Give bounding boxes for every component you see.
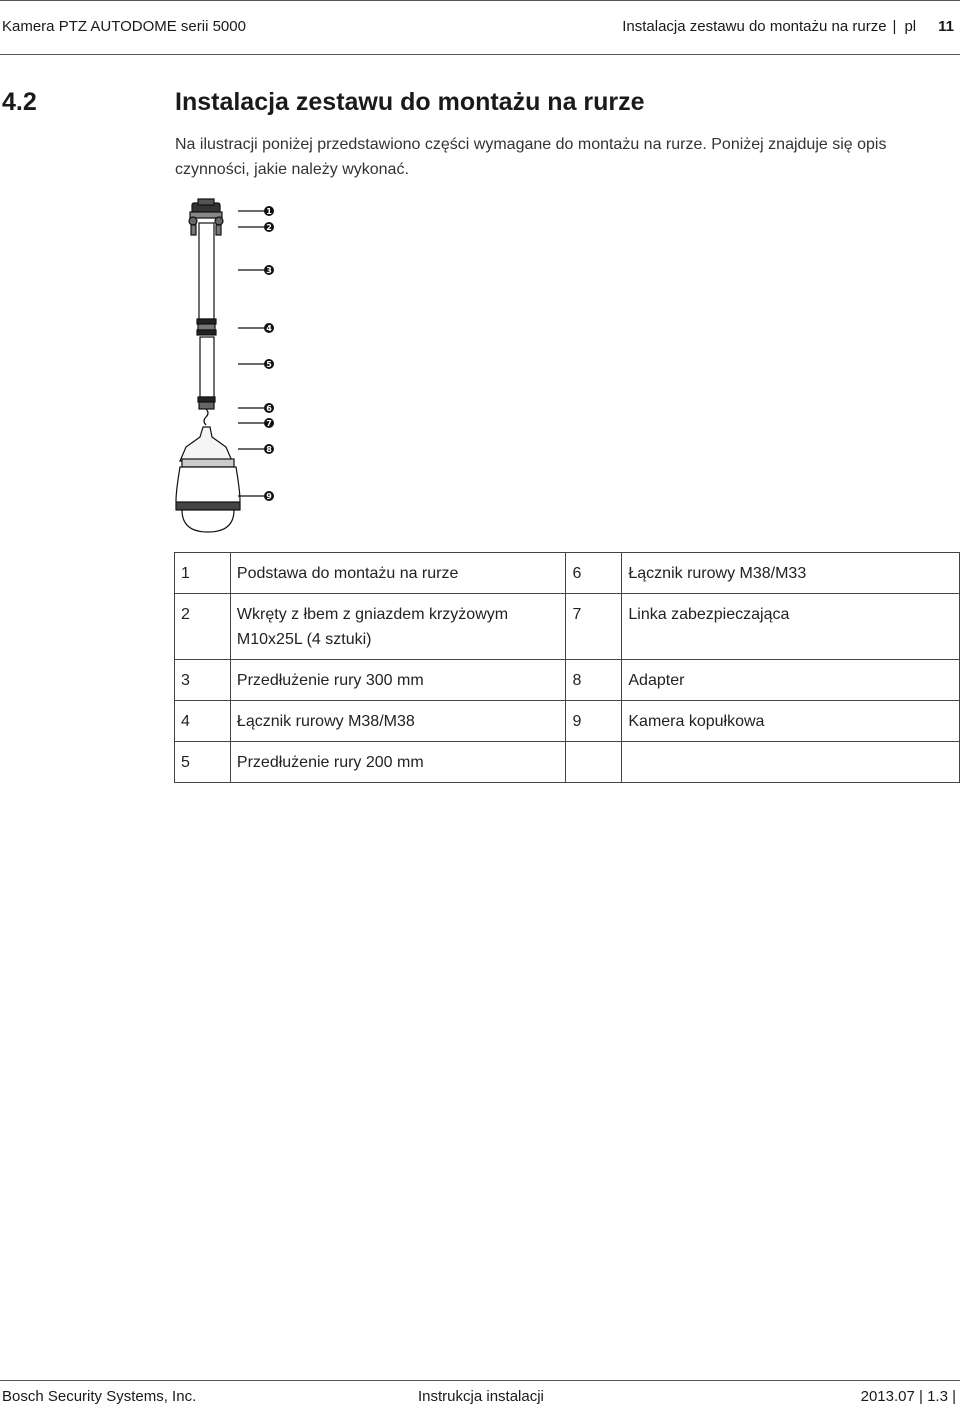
table-row [175, 701, 960, 742]
part-number: 7 [566, 594, 622, 660]
header-section-name: Instalacja zestawu do montażu na rurze [622, 18, 887, 35]
footer-rule [0, 1380, 960, 1381]
callout-label-4: 4 [266, 324, 272, 333]
section-number: 4.2 [2, 88, 37, 116]
callout-label-3: 3 [266, 266, 272, 275]
part-description: Przedłużenie rury 200 mm [230, 742, 566, 783]
callout-label-2: 2 [266, 223, 272, 232]
callout-lines [238, 211, 266, 496]
callout-label-9: 9 [266, 492, 272, 501]
table-row [175, 553, 960, 594]
intro-paragraph: Na ilustracji poniżej przedstawiono części wymagane do montażu na rurze. Poniżej znajduje się opis czynności, jakie należy wykonać. [175, 136, 887, 178]
part-description: Przedłużenie rury 300 mm [230, 660, 566, 701]
callout-label-7: 7 [266, 419, 272, 428]
part-number: 2 [175, 594, 231, 660]
part-number: 9 [566, 701, 622, 742]
part-description: Adapter [622, 660, 960, 701]
part-number: 8 [566, 660, 622, 701]
header-right [622, 18, 954, 35]
callout-label-1: 1 [266, 207, 272, 216]
part-description: Kamera kopułkowa [622, 701, 960, 742]
pipe-mount-diagram [160, 195, 300, 540]
part-number: 5 [175, 742, 231, 783]
part-number [566, 742, 622, 783]
table-row [175, 742, 960, 783]
header-separator: | [892, 18, 897, 35]
callout-label-8: 8 [266, 445, 272, 454]
header-top-rule [0, 0, 960, 1]
part-description: Podstawa do montażu na rurze [230, 553, 566, 594]
table-row [175, 660, 960, 701]
part-description: Łącznik rurowy M38/M38 [230, 701, 566, 742]
footer-version: 2013.07 | 1.3 | [860, 1388, 956, 1405]
header-product-name: Kamera PTZ AUTODOME serii 5000 [2, 18, 246, 35]
part-number: 1 [175, 553, 231, 594]
header-language: pl [904, 18, 917, 35]
parts-table [174, 552, 960, 783]
part-description: Linka zabezpieczająca [622, 594, 960, 660]
part-number: 3 [175, 660, 231, 701]
footer-document-title: Instrukcja instalacji [418, 1388, 544, 1405]
footer-company: Bosch Security Systems, Inc. [2, 1388, 197, 1405]
table-row [175, 594, 960, 660]
callout-label-5: 5 [266, 360, 272, 369]
part-description: Wkręty z łbem z gniazdem krzyżowym M10x25L (4 sztuki) [230, 594, 566, 660]
part-description: Łącznik rurowy M38/M33 [622, 553, 960, 594]
part-description [622, 742, 960, 783]
part-number: 4 [175, 701, 231, 742]
part-number: 6 [566, 553, 622, 594]
page-number: 11 [938, 18, 954, 35]
header-bottom-rule [0, 54, 960, 55]
pipe-mount-assembly [176, 199, 240, 532]
section-title: Instalacja zestawu do montażu na rurze [175, 88, 645, 116]
callout-label-6: 6 [266, 404, 272, 413]
